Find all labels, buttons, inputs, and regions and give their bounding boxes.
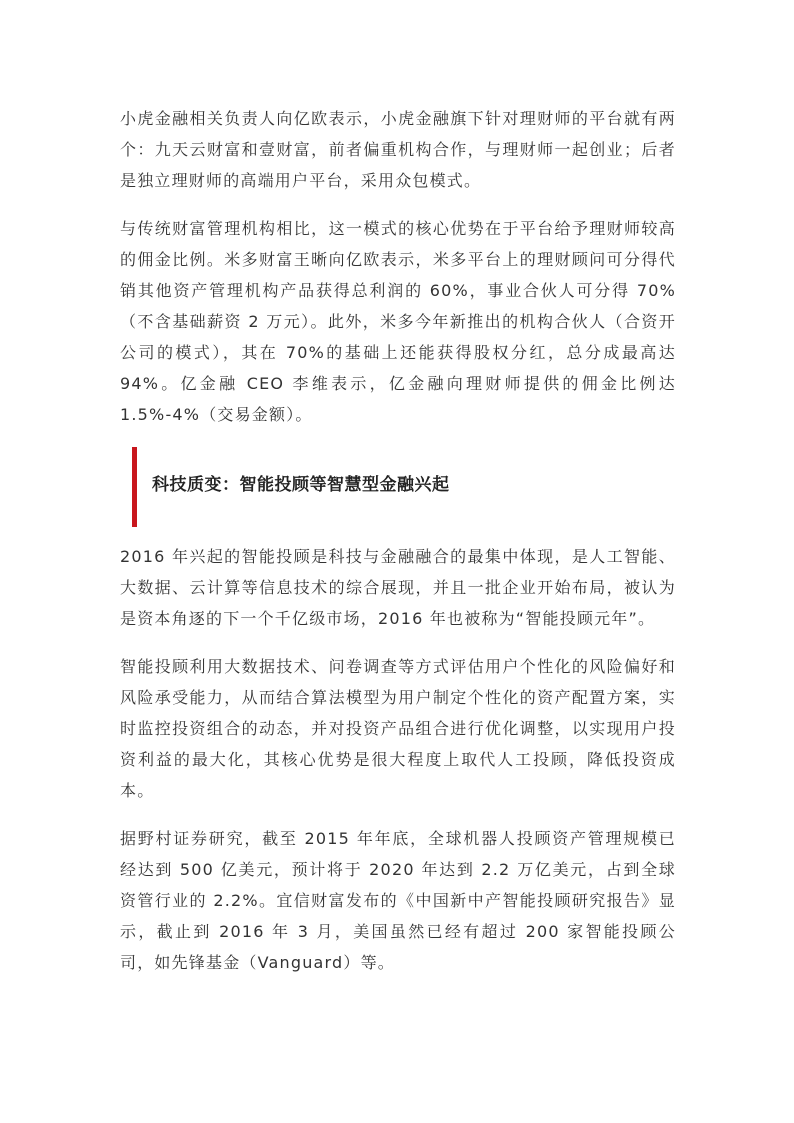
paragraph-nomura-research: 据野村证券研究，截至 2015 年年底，全球机器人投顾资产管理规模已经达到 500 亿美元，预计将于 2020 年达到 2.2 万亿美元，占到全球资管行业的 2.2%。宜信财富发布的《中国新中产智能投顾研究报告》显示，截止到 2016 年 3 月，美国虽然已经有超过 200 家智能投顾公司，如先锋基金（Vanguard）等。 <box>120 829 676 972</box>
paragraph-commission-ratio: 与传统财富管理机构相比，这一模式的核心优势在于平台给予理财师较高的佣金比例。米多财富王晰向亿欧表示，米多平台上的理财顾问可分得代销其他资产管理机构产品获得总利润的 60%，事业合伙人可分得 70%（不含基础薪资 2 万元）。此外，米多今年新推出的机构合伙人（合资开公司的模式），其在 70%的基础上还能获得股权分红，总分成最高达 94%。亿金融 CEO 李维表示，亿金融向理财师提供的佣金比例达 1.5%-4%（交易金额）。 <box>120 219 676 424</box>
paragraph-xiaohu-platforms: 小虎金融相关负责人向亿欧表示，小虎金融旗下针对理财师的平台就有两个：九天云财富和壹财富，前者偏重机构合作，与理财师一起创业；后者是独立理财师的高端用户平台，采用众包模式。 <box>120 109 676 190</box>
section-heading-text: 科技质变：智能投顾等智慧型金融兴起 <box>152 475 450 495</box>
article-body <box>120 103 676 995</box>
section-heading <box>120 447 676 527</box>
heading-accent-bar <box>132 447 137 527</box>
paragraph-robo-advisor-year: 2016 年兴起的智能投顾是科技与金融融合的最集中体现，是人工智能、大数据、云计算等信息技术的综合展现，并且一批企业开始布局，被认为是资本角逐的下一个千亿级市场，2016 年也被称为“智能投顾元年”。 <box>120 547 676 628</box>
paragraph-robo-advisor-method: 智能投顾利用大数据技术、问卷调查等方式评估用户个性化的风险偏好和风险承受能力，从而结合算法模型为用户制定个性化的资产配置方案，实时监控投资组合的动态，并对投资产品组合进行优化调整，以实现用户投资利益的最大化，其核心优势是很大程度上取代人工投顾，降低投资成本。 <box>120 657 676 800</box>
